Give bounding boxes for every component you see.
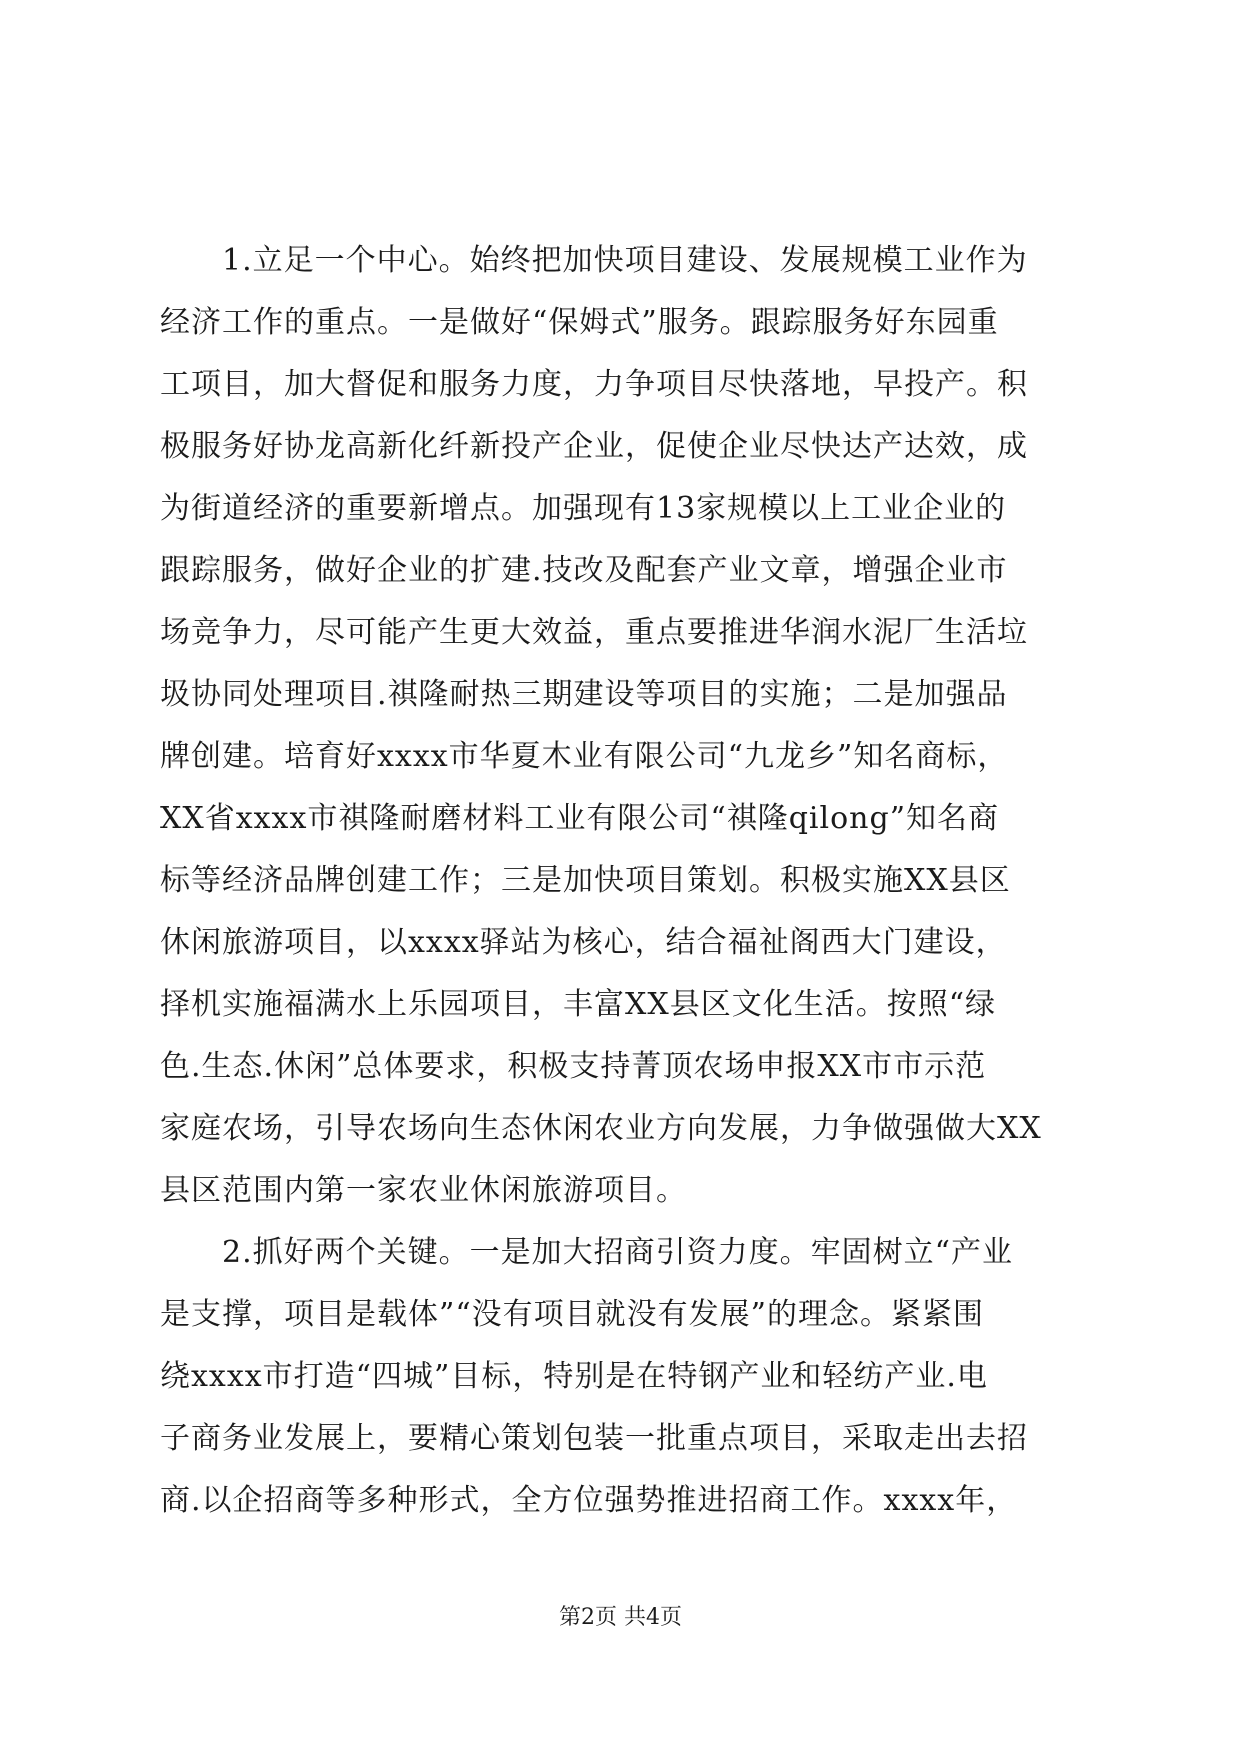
- text-line: 子商务业发展上，要精心策划包装一批重点项目，采取走出去招: [160, 1421, 1028, 1456]
- text-line: 标等经济品牌创建工作；三是加快项目策划。积极实施XX县区: [160, 863, 1011, 898]
- text-line: XX省xxxx市祺隆耐磨材料工业有限公司“祺隆qilong”知名商: [160, 801, 1000, 836]
- text-line: 休闲旅游项目，以xxxx驿站为核心，结合福祉阁西大门建设，: [160, 925, 1007, 960]
- document-body: [160, 230, 1080, 1532]
- text-line: 色.生态.休闲”总体要求，积极支持菁顶农场申报XX市市示范: [160, 1049, 987, 1084]
- text-line: 跟踪服务，做好企业的扩建.技改及配套产业文章，增强企业市: [160, 553, 1008, 588]
- text-line: 择机实施福满水上乐园项目，丰富XX县区文化生活。按照“绿: [160, 987, 997, 1022]
- text-line: 圾协同处理项目.祺隆耐热三期建设等项目的实施；二是加强品: [160, 677, 1008, 712]
- text-line: 为街道经济的重要新增点。加强现有13家规模以上工业企业的: [160, 491, 1007, 526]
- text-line: 商.以企招商等多种形式，全方位强势推进招商工作。xxxx年，: [160, 1483, 1018, 1518]
- text-line: 牌创建。培育好xxxx市华夏木业有限公司“九龙乡”知名商标，: [160, 739, 1009, 774]
- text-line: 县区范围内第一家农业休闲旅游项目。: [160, 1173, 687, 1208]
- page-number-footer: 第2页 共4页: [559, 1605, 682, 1630]
- text-line: 2.抓好两个关键。一是加大招商引资力度。牢固树立“产业: [160, 1235, 1013, 1270]
- text-line: 经济工作的重点。一是做好“保姆式”服务。跟踪服务好东园重: [160, 305, 999, 340]
- text-line: 工项目，加大督促和服务力度，力争项目尽快落地，早投产。积: [160, 367, 1028, 402]
- text-line: 极服务好协龙高新化纤新投产企业，促使企业尽快达产达效，成: [160, 429, 1028, 464]
- text-line: 是支撑，项目是载体”“没有项目就没有发展”的理念。紧紧围: [160, 1297, 985, 1332]
- text-line: 场竞争力，尽可能产生更大效益，重点要推进华润水泥厂生活垃: [160, 615, 1028, 650]
- text-line: 绕xxxx市打造“四城”目标，特别是在特钢产业和轻纺产业.电: [160, 1359, 988, 1394]
- text-line: 家庭农场，引导农场向生态休闲农业方向发展，力争做强做大XX: [160, 1111, 1042, 1146]
- text-line: 1.立足一个中心。始终把加快项目建设、发展规模工业作为: [160, 243, 1028, 278]
